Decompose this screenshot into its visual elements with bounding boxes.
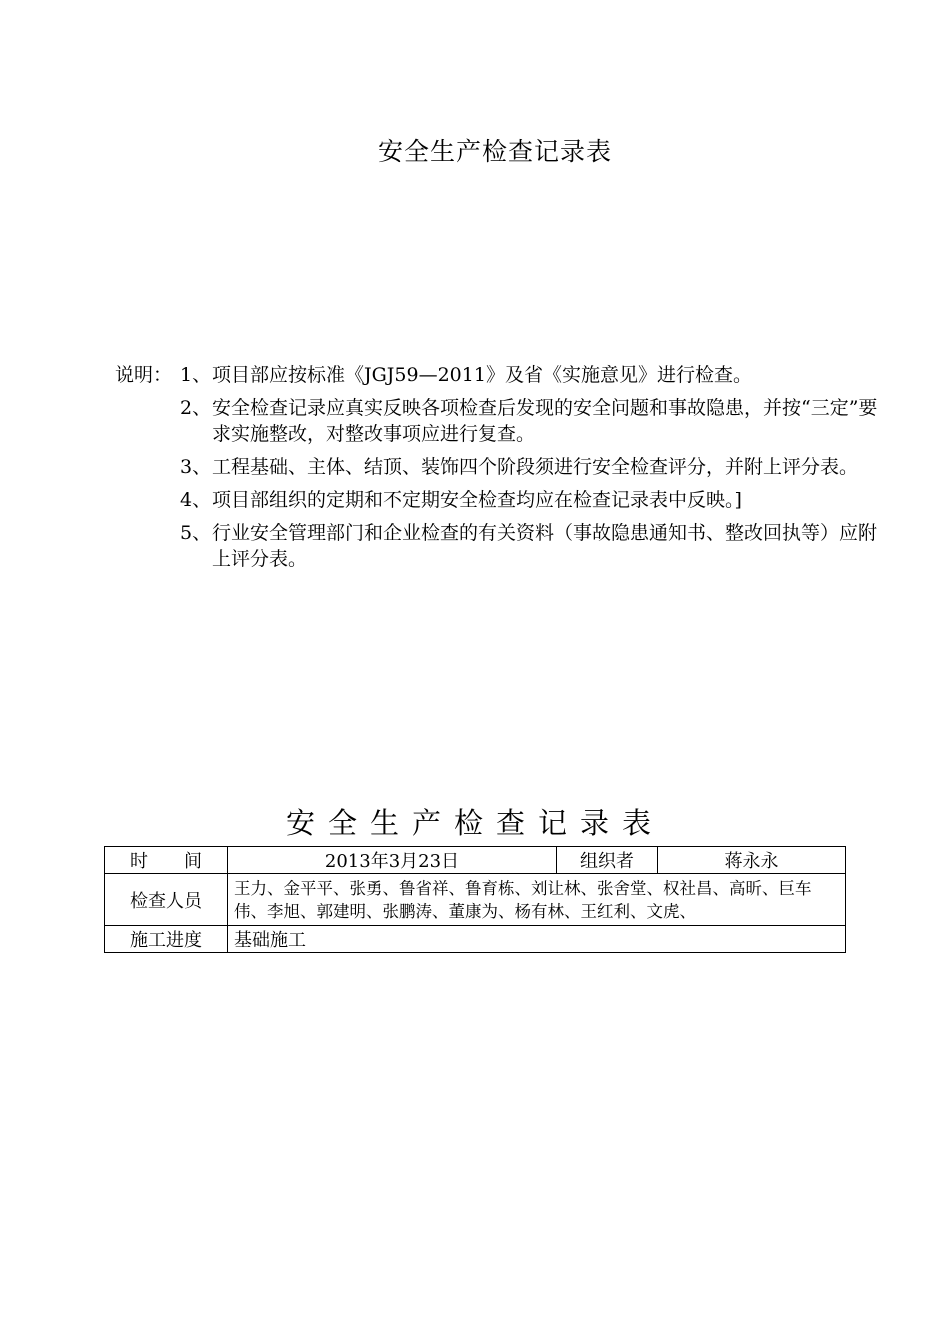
progress-label: 施工进度: [105, 926, 228, 953]
note-number: 5、: [180, 522, 212, 544]
note-text: 工程基础、主体、结顶、装饰四个阶段须进行安全检查评分，并附上评分表。: [212, 456, 859, 478]
notes-prefix: 说明：: [115, 364, 173, 386]
note-number: 4、: [180, 489, 212, 511]
note-number: 1、: [180, 364, 212, 386]
record-title: 安全生产检查记录表: [285, 806, 664, 840]
inspectors-value: [228, 874, 846, 926]
instructions: [115, 362, 895, 579]
organizer-label: 组织者: [557, 847, 658, 874]
record-table: [104, 846, 846, 953]
note-item-5: [115, 520, 895, 572]
table-row: [105, 926, 846, 953]
table-row: [105, 874, 846, 926]
inspectors-label: 检查人员: [105, 874, 228, 926]
note-number: 3、: [180, 456, 212, 478]
organizer-value: 蒋永永: [658, 847, 846, 874]
note-item-2: [115, 395, 895, 447]
note-item-1: [115, 362, 895, 388]
date-value: 2013年3月23日: [228, 847, 557, 874]
progress-value: 基础施工: [228, 926, 846, 953]
note-text: 项目部应按标准《JGJ59—2011》及省《实施意见》进行检查。: [212, 364, 752, 386]
note-text: 安全检查记录应真实反映各项检查后发现的安全问题和事故隐患，并按“三定”要求实施整改，对整改事项应进行复查。: [212, 397, 878, 445]
inspectors-line: 王力、金平平、张勇、鲁省祥、鲁育栋、刘让林、张舍堂、权社昌、高昕、巨车: [234, 878, 812, 898]
note-text: 行业安全管理部门和企业检查的有关资料（事故隐患通知书、整改回执等）应附上评分表。: [212, 522, 878, 570]
note-item-4: [115, 487, 895, 513]
note-text: 项目部组织的定期和不定期安全检查均应在检查记录表中反映。]: [212, 489, 742, 511]
table-row: [105, 847, 846, 874]
note-number: 2、: [180, 397, 212, 419]
time-label: 时 间: [105, 847, 228, 874]
page-title: 安全生产检查记录表: [377, 137, 612, 166]
inspectors-line: 伟、李旭、郭建明、张鹏涛、董康为、杨有林、王红利、文虎、: [234, 901, 696, 921]
note-item-3: [115, 454, 895, 480]
